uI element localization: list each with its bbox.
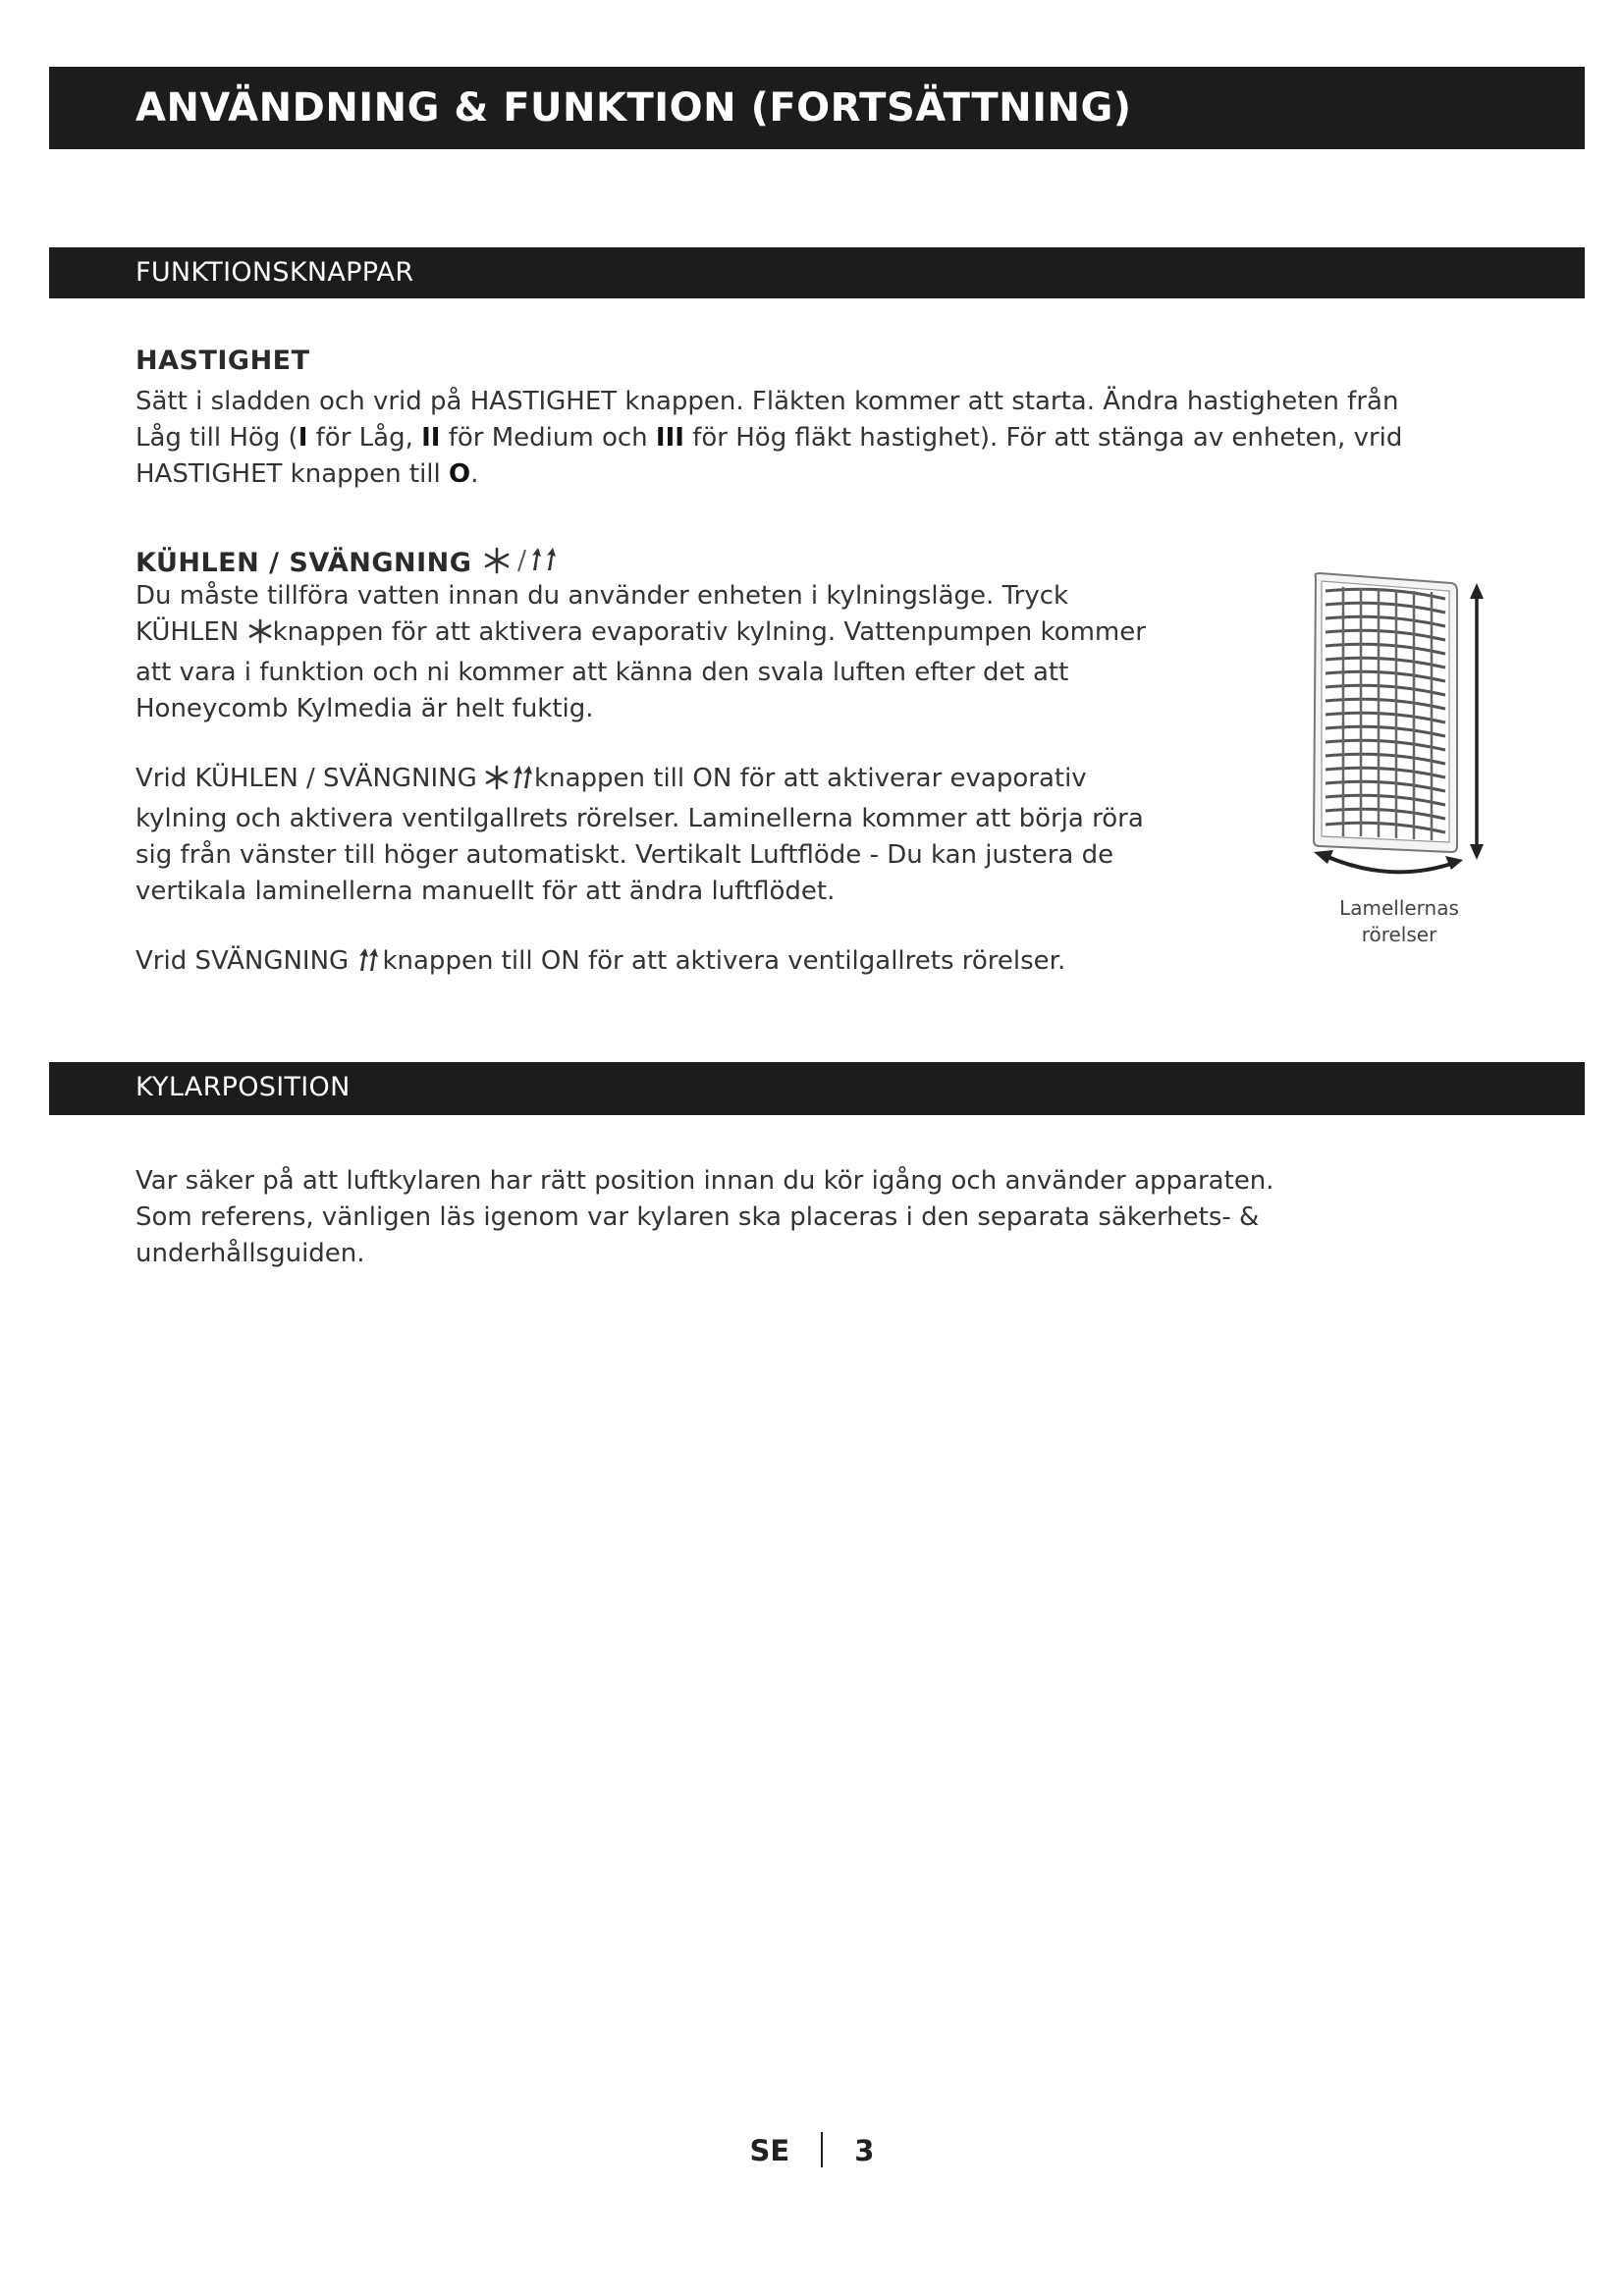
snowflake-swing-icon [481,546,564,582]
speed-low-symbol: I [298,423,308,453]
swing-icon [356,947,382,984]
cooling-paragraph-2 [135,761,1144,910]
figure-caption-line-1: Lamellernas [1339,896,1459,920]
speed-line-2-c: för Medium och [440,423,656,453]
figure-caption-line-2: rörelser [1361,923,1437,946]
speed-medium-symbol: II [421,423,441,453]
swing-line-1-b: knappen till ON för att aktivera ventilgallrets rörelser. [382,946,1066,976]
section-bar-position [49,1062,1585,1115]
snowflake-swing-icon-inline [485,765,534,801]
speed-line-3-a: HASTIGHET knappen till [135,459,450,489]
speed-line-3 [135,456,1402,493]
swing-paragraph [135,943,1065,984]
page-title: ANVÄNDNING & FUNKTION (FORTSÄTTNING) [135,85,1132,131]
footer-separator [821,2132,823,2167]
speed-line-2-d: för Hög fläkt hastighet). För att stänga av enheten, vrid [683,423,1403,453]
speed-line-1: Sätt i sladden och vrid på HASTIGHET knappen. Fläkten kommer att starta. Ändra hastigheten från [135,387,1399,416]
speed-line-2 [135,420,1402,456]
cooling-p2-line-4: vertikala laminellerna manuellt för att ändra luftflödet. [135,877,836,906]
louver-movement-figure [1296,569,1492,883]
position-line-3: underhållsguiden. [135,1239,365,1268]
snowflake-icon [247,618,273,655]
cooling-p1-line-1: Du måste tillföra vatten innan du använder enheten i kylningsläge. Tryck [135,581,1069,611]
cooling-p2-line-1 [135,761,1144,801]
cooling-p2-line-1-b: knappen till ON för att aktiverar evaporativ [534,764,1087,793]
position-paragraph [135,1163,1274,1272]
cooling-swing-heading-text: KÜHLEN / SVÄNGNING [135,548,472,578]
section-title-position: KYLARPOSITION [135,1072,351,1102]
speed-off-symbol: O [449,459,471,489]
footer-language: SE [749,2134,790,2167]
cooling-paragraph-1 [135,578,1146,727]
speed-high-symbol: III [655,423,684,453]
speed-line-3-b: . [470,459,479,489]
cooling-p1-line-2-b: knappen för att aktivera evaporativ kylning. Vattenpumpen kommer [272,617,1146,647]
louver-figure-caption [1306,895,1492,948]
cooling-p1-line-2 [135,614,1146,655]
page-footer [0,2132,1624,2167]
cooling-p2-line-3: sig från vänster till höger automatiskt. Vertikalt Luftflöde - Du kan justera de [135,840,1114,870]
cooling-p2-line-2: kylning och aktivera ventilgallrets rörelser. Laminellerna kommer att börja röra [135,804,1144,833]
swing-line-1-a: Vrid SVÄNGNING [135,946,357,976]
cooling-p1-line-4: Honeycomb Kylmedia är helt fuktig. [135,694,594,723]
section-title-function-buttons: FUNKTIONSKNAPPAR [135,257,414,288]
section-bar-function-buttons [49,247,1585,298]
cooling-swing-heading [135,546,564,582]
cooling-p1-line-2-a: KÜHLEN [135,617,247,647]
cooling-p1-line-3: att vara i funktion och ni kommer att känna den svala luften efter det att [135,658,1069,687]
speed-line-2-b: för Låg, [307,423,422,453]
cooling-p2-line-1-a: Vrid KÜHLEN / SVÄNGNING [135,764,486,793]
position-line-1: Var säker på att luftkylaren har rätt position innan du kör igång och använder apparaten. [135,1166,1274,1196]
page-title-bar [49,67,1585,149]
speed-paragraph [135,384,1402,493]
page-number: 3 [854,2134,875,2167]
position-line-2: Som referens, vänligen läs igenom var kylaren ska placeras i den separata säkerhets- & [135,1202,1260,1232]
swing-line-1 [135,943,1065,984]
speed-line-2-a: Låg till Hög ( [135,423,298,453]
speed-heading: HASTIGHET [135,346,310,376]
